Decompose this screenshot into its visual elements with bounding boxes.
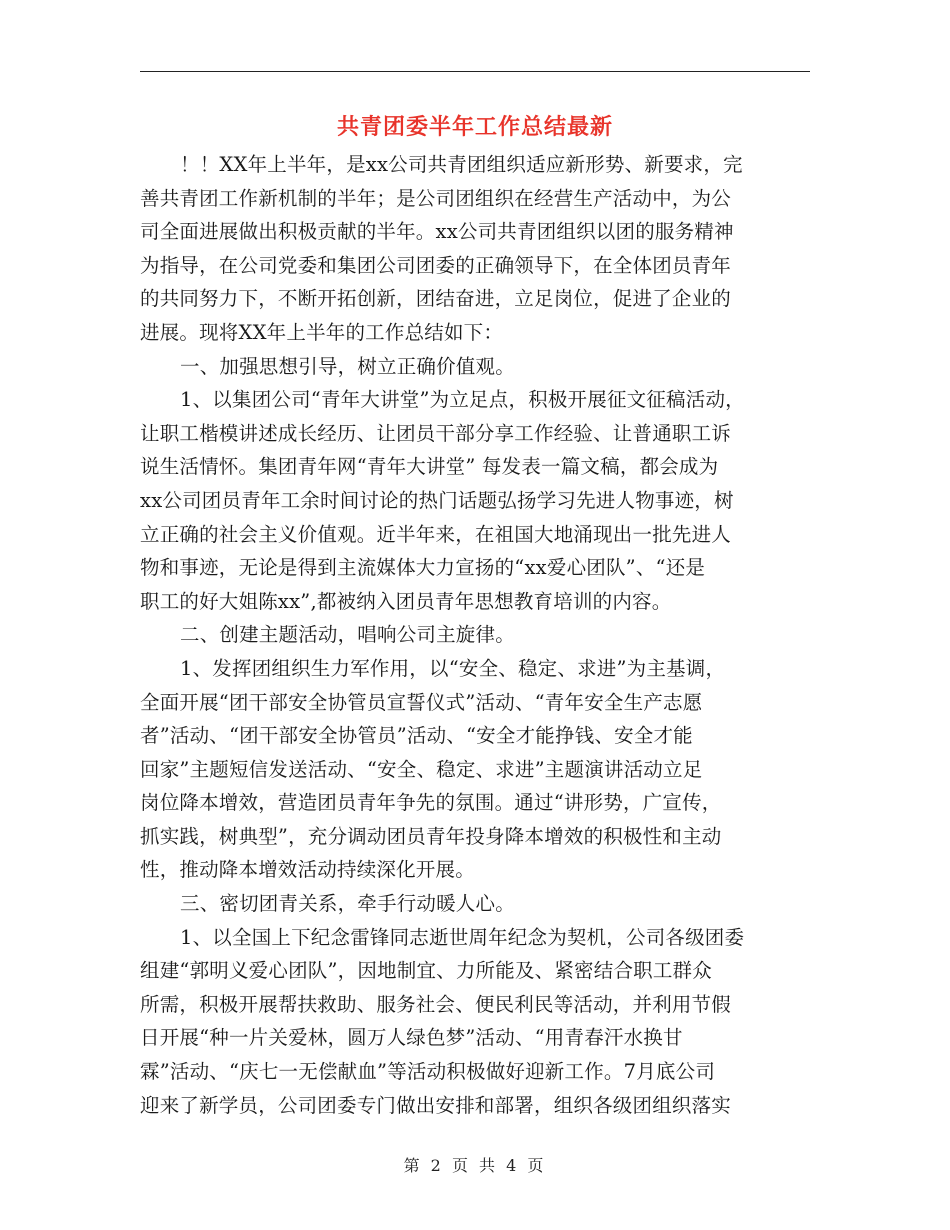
section-heading: 三、密切团青关系，牵手行动暖人心。 <box>180 892 515 916</box>
paragraph-line: 为指导，在公司党委和集团公司团委的正确领导下，在全体团员青年 <box>140 253 732 277</box>
paragraph-line: 岗位降本增效，营造团员青年争先的氛围。通过“讲形势，广宣传， <box>140 791 722 815</box>
paragraph-line: 的共同努力下，不断开拓创新，团结奋进，立足岗位，促进了企业的 <box>140 287 732 311</box>
paragraph-line: 全面开展“团干部安全协管员宣誓仪式”活动、“青年安全生产志愿 <box>140 690 703 714</box>
paragraph-line: 1、以集团公司“青年大讲堂”为立足点，积极开展征文征稿活动， <box>180 388 745 412</box>
paragraph-line: 性，推动降本增效活动持续深化开展。 <box>140 858 475 882</box>
paragraph-line: xx公司团员青年工余时间讨论的热门话题弘扬学习先进人物事迹，树 <box>140 488 734 512</box>
paragraph-line: 职工的好大姐陈xx”,都被纳入团员青年思想教育培训的内容。 <box>140 589 672 613</box>
page-number-footer: 第 2 页 共 4 页 <box>403 1156 547 1175</box>
document-title: 共青团委半年工作总结最新 <box>336 114 613 140</box>
paragraph-line: 物和事迹，无论是得到主流媒体大力宣扬的“xx爱心团队”、“还是 <box>140 556 706 580</box>
paragraph-line: 者”活动、“团干部安全协管员”活动、“安全才能挣钱、安全才能 <box>140 724 693 748</box>
paragraph-line: ！！XX年上半年，是xx公司共青团组织适应新形势、新要求，完 <box>180 153 743 176</box>
paragraph-line: 说生活情怀。集团青年网“青年大讲堂” 每发表一篇文稿，都会成为 <box>140 455 719 479</box>
paragraph-line: 1、发挥团组织生力军作用，以“安全、稳定、求进”为主基调， <box>180 656 726 680</box>
paragraph-line: 回家”主题短信发送活动、“安全、稳定、求进”主题演讲活动立足 <box>140 757 703 781</box>
paragraph-line: 1、以全国上下纪念雷锋同志逝世周年纪念为契机，公司各级团委 <box>180 925 745 949</box>
paragraph-line: 霖”活动、“庆七一无偿献血”等活动积极做好迎新工作。7月底公司 <box>140 1060 716 1084</box>
paragraph-line: 抓实践，树典型”，充分调动团员青年投身降本增效的积极性和主动 <box>140 824 722 848</box>
paragraph-line: 日开展“种一片关爱林，圆万人绿色梦”活动、“用青春汗水换甘 <box>140 1026 683 1050</box>
paragraph-line: 让职工楷模讲述成长经历、让团员干部分享工作经验、让普通职工诉 <box>140 421 732 445</box>
paragraph-line: 组建“郭明义爱心团队”，因地制宜、力所能及、紧密结合职工群众 <box>140 959 712 983</box>
section-heading: 二、创建主题活动，唱响公司主旋律。 <box>180 623 515 647</box>
header-rule <box>140 71 810 72</box>
paragraph-line: 司全面进展做出积极贡献的半年。xx公司共青团组织以团的服务精神 <box>140 220 734 244</box>
document-body <box>140 148 810 1122</box>
paragraph-line: 善共青团工作新机制的半年；是公司团组织在经营生产活动中，为公 <box>140 186 732 210</box>
paragraph-line: 迎来了新学员，公司团委专门做出安排和部署，组织各级团组织落实 <box>140 1093 732 1117</box>
paragraph-line: 立正确的社会主义价值观。近半年来，在祖国大地涌现出一批先进人 <box>140 522 732 546</box>
paragraph-line: 所需，积极开展帮扶救助、服务社会、便民利民等活动，并利用节假 <box>140 992 732 1016</box>
section-heading: 一、加强思想引导，树立正确价值观。 <box>180 354 515 378</box>
paragraph-line: 进展。现将XX年上半年的工作总结如下： <box>140 320 504 344</box>
